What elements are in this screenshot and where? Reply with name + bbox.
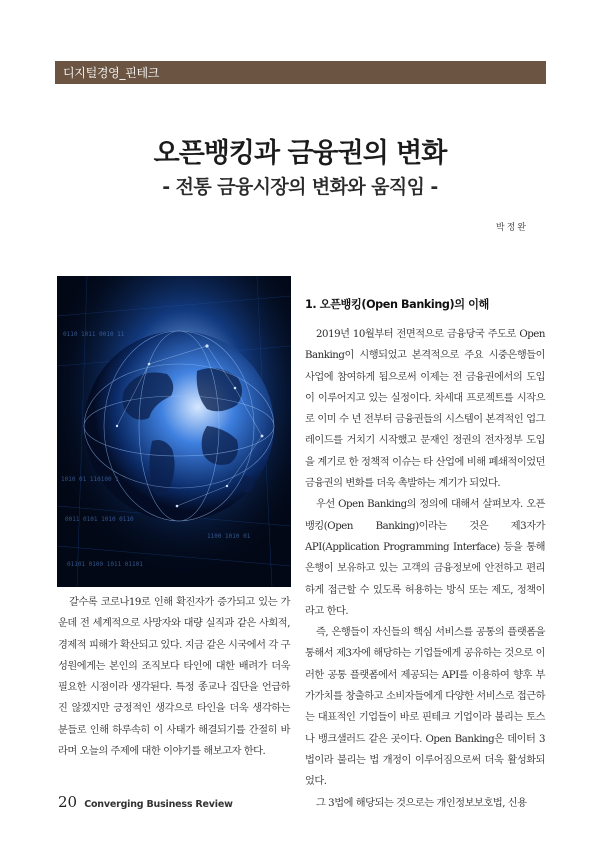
globe-network-icon — [57, 276, 291, 587]
svg-text:01101 0100 1011 01101: 01101 0100 1011 01101 — [67, 561, 143, 568]
section-heading: 1. 오픈뱅킹(Open Banking)의 이해 — [305, 298, 489, 311]
right-column — [305, 297, 545, 814]
article-title: 오픈뱅킹과 금융권의 변화 — [153, 138, 447, 169]
left-paragraph: 갈수록 코로나19로 인해 확진자가 증가되고 있는 가운데 전 세계적으로 사망자와 대량 실직과 같은 사회적, 경제적 피해가 확산되고 있다. 지금 같은 시국에서 각 구성원에게는 본인의 조직보다 타인에 대한 배려가 더욱 필요한 시점이라 생각된다. 특정 종교나 집단을 언급하진 않겠지만 긍정적인 생각으로 타인을 더욱 생각하는 분들로 인해 하루속히 이 사태가 해결되기를 간절히 바라며 오늘의 주제에 대한 이야기를 해보고자 한다. — [58, 597, 290, 758]
svg-text:1010 01 110100 1: 1010 01 110100 1 — [61, 476, 119, 483]
right-paragraph-1: 2019년 10월부터 전면적으로 금융당국 주도로 Open Banking이 시행되었고 본격적으로 주요 시중은행들이 사업에 참여하게 됨으로써 이제는 전 금융권에서의 도입이 이루어지고 있는 실정이다. 차세대 프로젝트를 시작으로 이미 수 년 전부터 금융권들의 시스템이 본격적인 업그레이드를 거치기 시작했고 문재인 정권의 전자정부 도입을 계기로 한 정책적 이슈는 타 산업에 비해 폐쇄적이었던 금융권의 변화를 더욱 촉발하는 계기가 되었다. — [305, 329, 545, 490]
author-name: 박정완 — [495, 223, 528, 233]
svg-text:1100 1010 01: 1100 1010 01 — [207, 533, 251, 540]
page-footer — [58, 792, 233, 811]
right-paragraph-2: 우선 Open Banking의 정의에 대해서 살펴보자. 오픈뱅킹(Open Banking)이라는 것은 제3자가 API(Application Programming Interface) 등을 통해 은행이 보유하고 있는 고객의 금융정보에 안전하고 편리하게 접근할 수 있도록 허용하는 방식 또는 제도, 정책이라고 한다. — [305, 499, 545, 617]
page-number: 20 — [58, 793, 78, 811]
left-column — [58, 592, 290, 762]
svg-text:0110 1011 0010 11: 0110 1011 0010 11 — [63, 331, 125, 338]
svg-text:0011 0101 1010 0110: 0011 0101 1010 0110 — [65, 516, 134, 523]
magazine-name: Converging Business Review — [84, 799, 233, 810]
globe-network-photo — [57, 276, 291, 587]
section-label: 디지털경영_핀테크 — [63, 66, 160, 80]
article-subtitle: - 전통 금융시장의 변화와 움직임 - — [162, 176, 438, 198]
right-paragraph-4: 그 3법에 해당되는 것으로는 개인정보보호법, 신용 — [316, 797, 527, 809]
section-bar — [55, 61, 546, 84]
right-paragraph-3: 즉, 은행들이 자신들의 핵심 서비스를 공통의 플랫폼을 통해서 제3자에 해당하는 기업들에게 공유하는 것으로 이러한 공통 플랫폼에서 제공되는 API를 이용하여 향후 부가가치를 창출하고 소비자들에게 다양한 서비스로 접근하는 대표적인 기업들이 바로 핀테크 기업이라 불리는 토스나 뱅크샐러드 같은 곳이다. Open Banking은 데이터 3법이라 불리는 법 개정이 이루어짐으로써 더욱 활성화되었다. — [305, 627, 545, 788]
